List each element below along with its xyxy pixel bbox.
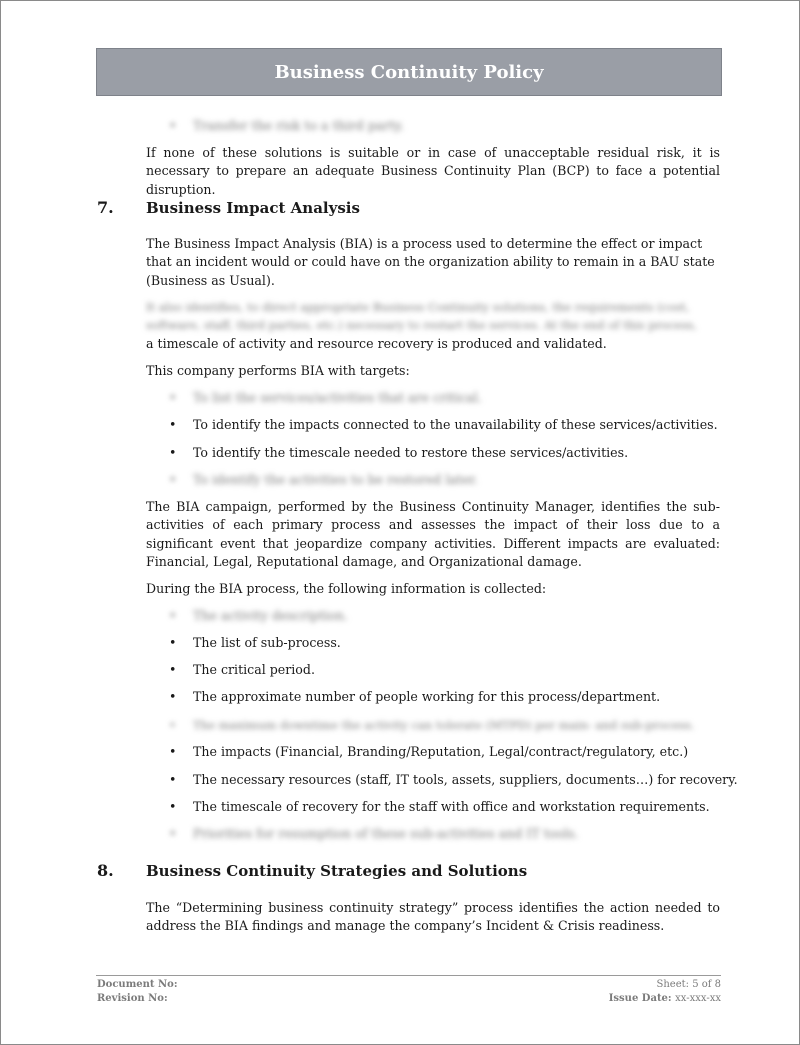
- bullet-dot: •: [169, 744, 177, 759]
- bullet-text: Transfer the risk to a third party.: [193, 118, 404, 133]
- bullet-dot: •: [169, 635, 177, 650]
- bullet-dot: •: [169, 417, 177, 432]
- paragraph-text: The BIA campaign, performed by the Business Continuity Manager, identifies the sub-activities of each primary process and assesses the impact of their loss due to a significant event that jeopardize company activities. Different impacts are evaluated: Financial, Legal, Reputational damage, and Organizational damage.: [146, 499, 720, 570]
- bia-targets-intro: [146, 362, 720, 380]
- bullet-text: The list of sub-process.: [193, 635, 341, 650]
- bia-info-intro: [146, 580, 720, 598]
- bullet-dot: •: [169, 390, 177, 405]
- footer-document-no: Document No:: [97, 979, 178, 990]
- bullet-text: The necessary resources (staff, IT tools, assets, suppliers, documents…) for recovery.: [193, 772, 738, 787]
- document-title: Business Continuity Policy: [274, 61, 544, 83]
- bullet-text: The critical period.: [193, 662, 315, 677]
- footer-sheet: Sheet: 5 of 8: [656, 979, 721, 990]
- bullet-text: To identify the activities to be restored later.: [193, 472, 478, 487]
- paragraph-text: If none of these solutions is suitable or in case of unacceptable residual risk, it is necessary to prepare an adequate Business Continuity Plan (BCP) to face a potential disruption.: [146, 145, 720, 197]
- bullet-text: The activity description.: [193, 608, 348, 623]
- bullet-dot: •: [169, 799, 177, 814]
- paragraph-text: The “Determining business continuity strategy” process identifies the action needed to address the BIA findings and manage the company’s Incident & Crisis readiness.: [146, 900, 720, 934]
- bia-campaign-paragraph: [146, 498, 720, 572]
- section-7-title: Business Impact Analysis: [146, 199, 360, 217]
- paragraph-text: This company performs BIA with targets:: [146, 363, 410, 378]
- bullet-dot: •: [169, 689, 177, 704]
- page-header-banner: [96, 48, 722, 96]
- bullet-dot: •: [169, 472, 177, 487]
- paragraph-text: The Business Impact Analysis (BIA) is a process used to determine the effect or impact that an incident would or could have on the organization ability to remain in a BAU state (Business as Usual).: [146, 236, 715, 288]
- footer-issue-date: [609, 993, 721, 1004]
- bullet-text: The maximum downtime the activity can tolerate (MTPD) per main- and sub-process.: [193, 718, 695, 732]
- bullet-text: To identify the timescale needed to restore these services/activities.: [193, 445, 629, 460]
- bia-requirements-paragraph: [146, 298, 720, 353]
- paragraph-visible-line: a timescale of activity and resource recovery is produced and validated.: [146, 335, 607, 351]
- footer-divider: [96, 975, 721, 976]
- bullet-dot: •: [169, 772, 177, 787]
- blurred-line-2: software, staff, third parties, etc.) necessary to restart the services. At the end of this process,: [146, 318, 697, 333]
- bullet-text: To identify the impacts connected to the unavailability of these services/activities.: [193, 417, 718, 432]
- issue-date-value: xx-xxx-xx: [675, 993, 721, 1004]
- bullet-text: The impacts (Financial, Branding/Reputation, Legal/contract/regulatory, etc.): [193, 744, 689, 759]
- bullet-text: Priorities for resumption of these sub-activities and IT tools.: [193, 826, 579, 841]
- bullet-dot: •: [169, 445, 177, 460]
- bullet-dot: •: [169, 718, 176, 732]
- bullet-text: The timescale of recovery for the staff with office and workstation requirements.: [193, 799, 710, 814]
- bullet-text: The approximate number of people working for this process/department.: [193, 689, 661, 704]
- section-7-number: 7.: [97, 198, 114, 217]
- bullet-dot: •: [169, 662, 177, 677]
- footer-revision-no: Revision No:: [97, 993, 168, 1004]
- bia-definition-paragraph: [146, 235, 720, 290]
- bullet-text: To list the services/activities that are critical.: [193, 390, 482, 405]
- paragraph-text: During the BIA process, the following information is collected:: [146, 581, 547, 596]
- section-8-title: Business Continuity Strategies and Solutions: [146, 862, 528, 880]
- blurred-line-1: It also identifies, to direct appropriate Business Continuity solutions, the requirements (cost,: [146, 300, 690, 314]
- bullet-dot: •: [169, 826, 177, 841]
- bullet-dot: •: [169, 118, 177, 133]
- strategy-paragraph: [146, 899, 720, 936]
- bullet-dot: •: [169, 608, 177, 623]
- intro-paragraph: [146, 144, 720, 199]
- section-8-number: 8.: [97, 861, 114, 880]
- issue-date-label: Issue Date:: [608, 993, 672, 1004]
